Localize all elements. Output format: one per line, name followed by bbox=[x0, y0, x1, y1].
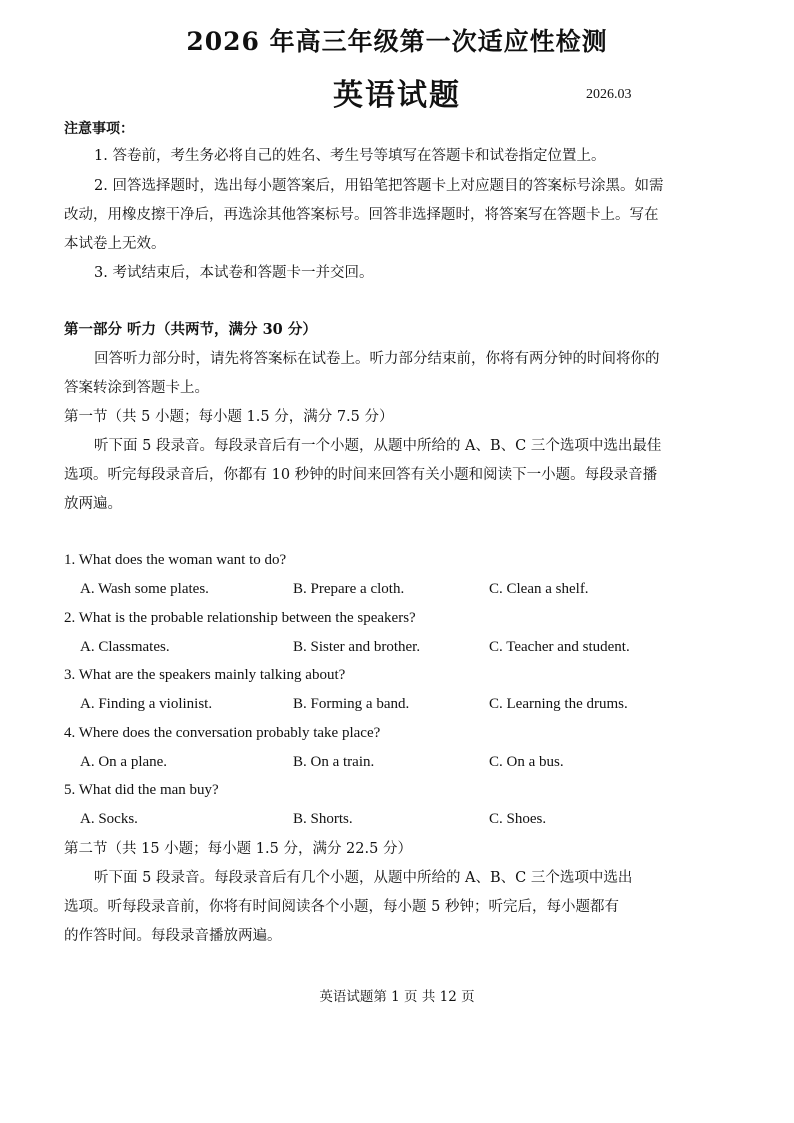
section2-instruction-line: 的作答时间。每段录音播放两遍。 bbox=[64, 928, 282, 944]
notes-line: 2. 回答选择题时，选出每小题答案后，用铅笔把答题卡上对应题目的答案标号涂黑。如需 bbox=[94, 178, 664, 194]
notes-line: 改动，用橡皮擦干净后，再选涂其他答案标号。回答非选择题时，将答案写在答题卡上。写在 bbox=[64, 207, 659, 223]
notes-line: 本试卷上无效。 bbox=[64, 236, 166, 252]
page-footer: 英语试题第 1 页 共 12 页 bbox=[319, 989, 475, 1005]
question-2-stem: 2. What is the probable relationship between the speakers? bbox=[64, 610, 416, 626]
section1-heading: 第一节（共 5 小题；每小题 1.5 分，满分 7.5 分） bbox=[64, 409, 394, 425]
section1-instruction-line: 放两遍。 bbox=[64, 496, 122, 512]
question-1-option-c: C. Clean a shelf. bbox=[489, 581, 589, 597]
section2-instruction-line: 选项。听每段录音前，你将有时间阅读各个小题，每小题 5 秒钟；听完后，每小题都有 bbox=[64, 899, 619, 915]
question-1-option-a: A. Wash some plates. bbox=[80, 581, 209, 597]
question-5-option-b: B. Shorts. bbox=[293, 811, 353, 827]
question-4-option-a: A. On a plane. bbox=[80, 754, 168, 770]
section2-instruction-line: 听下面 5 段录音。每段录音后有几个小题，从题中所给的 A、B、C 三个选项中选出 bbox=[94, 870, 633, 886]
part1-heading: 第一部分 听力（共两节，满分 30 分） bbox=[64, 321, 317, 338]
question-3-stem: 3. What are the speakers mainly talking about? bbox=[64, 667, 346, 683]
question-1-stem: 1. What does the woman want to do? bbox=[64, 552, 287, 568]
notes-line: 1. 答卷前，考生务必将自己的姓名、考生号等填写在答题卡和试卷指定位置上。 bbox=[94, 148, 606, 164]
question-3-option-a: A. Finding a violinist. bbox=[80, 696, 213, 712]
part1-intro-line: 答案转涂到答题卡上。 bbox=[64, 380, 209, 396]
question-5-stem: 5. What did the man buy? bbox=[64, 782, 219, 798]
exam-subject: 英语试题 bbox=[333, 78, 461, 113]
section1-instruction-line: 选项。听完每段录音后，你都有 10 秒钟的时间来回答有关小题和阅读下一小题。每段录音播 bbox=[64, 467, 658, 483]
exam-date: 2026.03 bbox=[586, 87, 632, 102]
question-3-option-b: B. Forming a band. bbox=[293, 696, 410, 712]
notes-heading: 注意事项： bbox=[64, 121, 134, 137]
section2-heading: 第二节（共 15 小题；每小题 1.5 分，满分 22.5 分） bbox=[64, 841, 412, 857]
question-1-option-b: B. Prepare a cloth. bbox=[293, 581, 405, 597]
question-5-option-a: A. Socks. bbox=[80, 811, 138, 827]
exam-title: 2026 年高三年级第一次适应性检测 bbox=[186, 27, 608, 56]
question-4-stem: 4. Where does the conversation probably take place? bbox=[64, 725, 381, 741]
notes-line: 3. 考试结束后，本试卷和答题卡一并交回。 bbox=[94, 265, 374, 281]
section1-instruction-line: 听下面 5 段录音。每段录音后有一个小题，从题中所给的 A、B、C 三个选项中选出最佳 bbox=[94, 438, 662, 454]
question-2-option-c: C. Teacher and student. bbox=[489, 639, 630, 655]
question-2-option-b: B. Sister and brother. bbox=[293, 639, 421, 655]
question-3-option-c: C. Learning the drums. bbox=[489, 696, 628, 712]
question-4-option-b: B. On a train. bbox=[293, 754, 375, 770]
question-2-option-a: A. Classmates. bbox=[80, 639, 170, 655]
question-5-option-c: C. Shoes. bbox=[489, 811, 547, 827]
question-4-option-c: C. On a bus. bbox=[489, 754, 564, 770]
part1-intro-line: 回答听力部分时，请先将答案标在试卷上。听力部分结束前，你将有两分钟的时间将你的 bbox=[94, 351, 660, 367]
